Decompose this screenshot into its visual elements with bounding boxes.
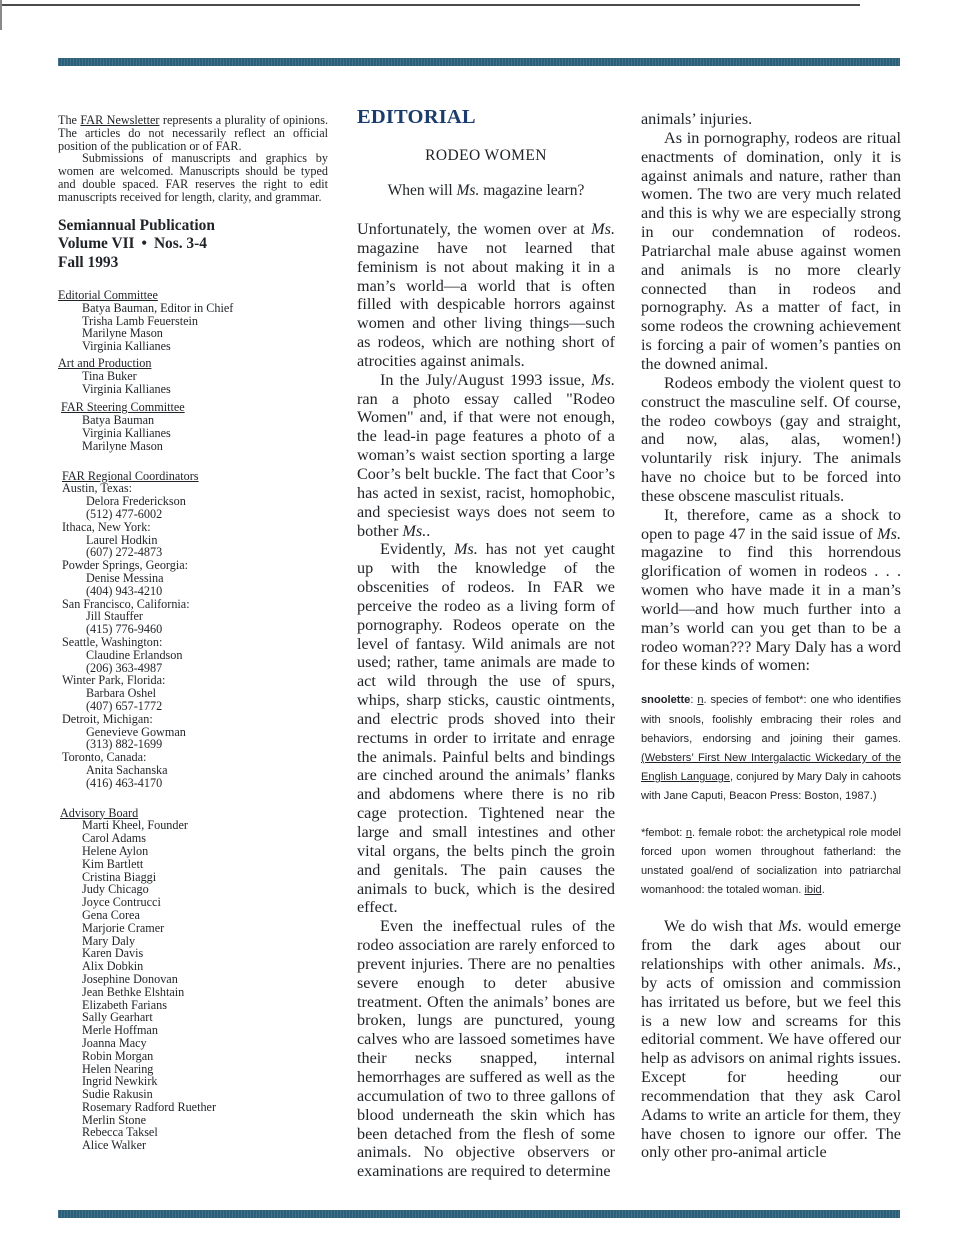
steering-committee-title: FAR Steering Committee (61, 400, 185, 415)
article-paragraph: animals’ injuries. (641, 110, 753, 128)
scan-edge-mark (0, 0, 6, 30)
coordinator-phone: (512) 477-6002 (86, 507, 163, 522)
coordinator-name: Delora Frederickson (86, 494, 186, 509)
steering-member: Batya Bauman (82, 413, 155, 428)
article-body-part-1 (357, 220, 615, 1181)
advisory-member: Merlin Stone (82, 1112, 146, 1127)
advisory-member: Josephine Donovan (82, 971, 178, 986)
intro-block (58, 114, 328, 204)
advisory-member: Marjorie Cramer (82, 920, 165, 935)
regional-entry (62, 674, 328, 712)
committee-member: Marilyne Mason (82, 326, 163, 341)
advisory-member: Joanna Macy (82, 1035, 147, 1050)
regional-list (58, 482, 328, 789)
regional-entry (62, 636, 328, 674)
publication-info (58, 217, 328, 273)
advisory-member: Helene Aylon (82, 843, 149, 858)
coordinator-name: Anita Sachanska (86, 762, 168, 777)
regional-entry (62, 751, 328, 789)
advisory-member: Kim Bartlett (82, 856, 144, 871)
advisory-member: Alix Dobkin (82, 959, 144, 974)
regional-location: Winter Park, Florida: (62, 673, 166, 688)
regional-coordinators-title: FAR Regional Coordinators (62, 468, 199, 483)
committee-member: Trisha Lamb Feuerstein (82, 313, 198, 328)
regional-entry (62, 521, 328, 559)
advisory-member: Mary Daly (82, 933, 136, 948)
coordinator-name: Barbara Oshel (86, 686, 157, 701)
article-body-part-3 (641, 917, 901, 1162)
regional-entry (62, 598, 328, 636)
advisory-member: Elizabeth Farians (82, 997, 167, 1012)
coordinator-phone: (313) 882-1699 (86, 737, 163, 752)
committee-member: Batya Bauman, Editor in Chief (82, 300, 234, 315)
advisory-board-title: Advisory Board (60, 805, 139, 820)
advisory-member: Rosemary Radford Ruether (82, 1099, 217, 1114)
art-production-title: Art and Production (58, 356, 152, 371)
advisory-member: Jean Bethke Elshtain (82, 984, 185, 999)
coordinator-name: Laurel Hodkin (86, 532, 158, 547)
scan-edge-line (0, 4, 860, 6)
regional-location: Powder Springs, Georgia: (62, 558, 189, 573)
advisory-member: Ingrid Newkirk (82, 1074, 158, 1089)
steering-member: Marilyne Mason (82, 438, 163, 453)
article-paragraph: Unfortunately, the women over at Ms. magazine have not learned that feminism is not about making it in a man’s world—a world that is often filled with despicable horrors against women and other living things—such as rodeos, which are nothing short of atrocities against animals. (357, 220, 615, 370)
article-column-1 (357, 106, 615, 1181)
advisory-member: Sudie Rakusin (82, 1087, 153, 1102)
coordinator-phone: (607) 272-4873 (86, 545, 163, 560)
intro-paragraph-1: The FAR Newsletter represents a plurality of opinions. The articles do not necessarily reflect an official position of the publication or of FAR. (58, 113, 328, 153)
advisory-member: Marti Kheel, Founder (82, 818, 188, 833)
advisory-member: Robin Morgan (82, 1048, 154, 1063)
article-column-2 (641, 110, 901, 1162)
article-paragraph: In the July/August 1993 issue, Ms. ran a photo essay called "Rodeo Women" and, if that were not enough, the lead-in page features a photo of a woman’s waist section sporting a large Coor’s belt buckle. The fact that Coor’s has acted in sexist, racist, homophobic, and speciesist ways does not seem to bother Ms.. (357, 370, 615, 540)
article-paragraph: Even the ineffectual rules of the rodeo association are rarely enforced to prevent injuries. There are no penalties severe enough to deter abusive treatment. Often the animals’ bones are broken, lungs are punctured, young calves who are lassoed sometimes have their necks snapped, internal hemorrhages are suffered as well as the accumulation of two to three gallons of blood underneath the skin which has been detached from the flesh of some animals. No objective observers or examinations are required to determine (357, 917, 615, 1181)
advisory-member: Gena Corea (82, 907, 140, 922)
regional-entry (62, 713, 328, 751)
regional-location: Ithaca, New York: (62, 519, 151, 534)
article-paragraph: We do wish that Ms. would emerge from the dark ages about our relationships with other animals. Ms., by acts of omission and commission has irritated us before, but we feel this is a new low and screams for this editorial comment. We have offered our help as advisors on animal rights issues. Except for heeding our recommendation that they ask Carol Adams to write an article for them, they have chosen to ignore our offer. The only other pro-animal article (641, 917, 901, 1162)
definition-snoolette: snoolette: n. species of fembot*: one who identifies with snools, foolishly embracing their roles and behaviors, endorsing and joining their games. (Websters’ First New Intergalactic Wickedary of the English Language, conjured by Mary Daly in cahoots with Jane Caputi, Beacon Press: Boston, 1987.) (641, 694, 901, 803)
advisory-member: Karen Davis (82, 946, 144, 961)
coordinator-name: Genevieve Gowman (86, 724, 186, 739)
advisory-board (58, 807, 328, 1153)
coordinator-phone: (415) 776-9460 (86, 622, 163, 637)
article-body-part-2 (641, 110, 901, 675)
regional-location: Toronto, Canada: (62, 750, 147, 765)
committee-member: Virginia Kallianes (82, 339, 171, 354)
advisory-member: Joyce Contrucci (82, 895, 161, 910)
definition-fembot: *fembot: n. female robot: the archetypical role model forced upon women throughout fatherland: the unstated goal/end of socialization into patriarchal womanhood: the totaled woman. ibid. (641, 826, 901, 897)
section-label: EDITORIAL (357, 106, 476, 128)
production-member: Tina Buker (82, 368, 137, 383)
bottom-rule (58, 1210, 900, 1218)
coordinator-phone: (416) 463-4170 (86, 775, 163, 790)
masthead-column (58, 114, 328, 1152)
regional-location: Seattle, Washington: (62, 635, 163, 649)
regional-entry (62, 482, 328, 520)
article-paragraph: It, therefore, came as a shock to open to page 47 in the said issue of Ms. magazine to find this horrendous glorification of women in rodeos . . . women who have made it in a man’s world—and how much further into a man’s world can you get than to be a rodeo woman??? Mary Daly has a word for these kinds of women: (641, 505, 901, 675)
advisory-member: Alice Walker (82, 1138, 147, 1153)
article-paragraph: Evidently, Ms. has not yet caught up with the knowledge of the obscenities of rodeos. In FAR we perceive the rodeo as a living form of pornography. Rodeos operate on the level of fantasy. Wild animals are not used; rather, tame animals are made to act wild through the use of spurs, whips, sharp sticks, caustic ointments, and electric prods shoved into their rectums in order to irritate and enrage the animals. Painful belts and bindings are cinched around the animals’ flanks and abdomens where there is no rib cage protection. Tightened near the large and small intestines and other vital organs, the belts pinch the groin and genitals. The pain causes the animals to buck, which is the desired effect. (357, 540, 616, 917)
regional-location: San Francisco, California: (62, 596, 190, 611)
regional-location: Detroit, Michigan: (62, 711, 153, 726)
editorial-committee (58, 289, 328, 353)
publication-type: Semiannual Publication (58, 216, 215, 234)
coordinator-name: Jill Stauffer (86, 609, 143, 624)
publication-season: Fall 1993 (58, 253, 119, 271)
art-production (58, 357, 328, 395)
advisory-member: Cristina Biaggi (82, 869, 157, 884)
article-paragraph: Rodeos embody the violent quest to construct the masculine self. Of course, the rodeo cowboys (gay and straight, and now, alas, alas, women!) voluntarily risk injury. The animals have no choice but to be forced into these obscene masculist rituals. (641, 373, 901, 505)
coordinator-name: Claudine Erlandson (86, 647, 183, 662)
advisory-member: Carol Adams (82, 831, 146, 846)
regional-coordinators (58, 470, 328, 790)
coordinator-phone: (404) 943-4210 (86, 583, 163, 598)
advisory-member: Rebecca Taksel (82, 1125, 158, 1140)
advisory-member: Judy Chicago (82, 882, 149, 897)
top-rule (58, 58, 900, 66)
wickedary-citation: (Websters’ First New Intergalactic Wickedary of the English Language (641, 751, 901, 784)
advisory-member: Merle Hoffman (82, 1023, 158, 1038)
intro-paragraph-2: Submissions of manuscripts and graphics by women are welcomed. Manuscripts should be typed and double spaced. FAR reserves the right to edit manuscripts received for length, clarity, and grammar. (58, 151, 328, 204)
coordinator-name: Denise Messina (86, 571, 164, 586)
regional-entry (62, 559, 328, 597)
article-title: RODEO WOMEN (425, 147, 547, 164)
production-member: Virginia Kallianes (82, 381, 171, 396)
newsletter-name: FAR Newsletter (80, 113, 160, 127)
regional-location: Austin, Texas: (62, 481, 133, 496)
advisory-member: Helen Nearing (82, 1061, 154, 1076)
volume-line: Volume VII • Nos. 3-4 (58, 235, 207, 253)
steering-committee (58, 401, 328, 452)
article-subtitle: When will Ms. magazine learn? (387, 182, 585, 199)
advisory-list (58, 819, 328, 1152)
coordinator-phone: (407) 657-1772 (86, 698, 163, 713)
coordinator-phone: (206) 363-4987 (86, 660, 163, 675)
steering-member: Virginia Kallianes (82, 426, 171, 441)
article-paragraph: As in pornography, rodeos are ritual enactments of domination, only it is against animals and nature, rather than women. The two are very much related and this is why we are especially strong in our condemnation of rodeos. Patriarchal male abuse against women and animals is no more clearly connected than in rodeos and pornography. As a matter of fact, in some rodeos the crowning achievement is forcing a pair of women’s panties on the downed animal. (641, 128, 901, 373)
advisory-member: Sally Gearhart (82, 1010, 153, 1025)
editorial-committee-title: Editorial Committee (58, 288, 158, 303)
